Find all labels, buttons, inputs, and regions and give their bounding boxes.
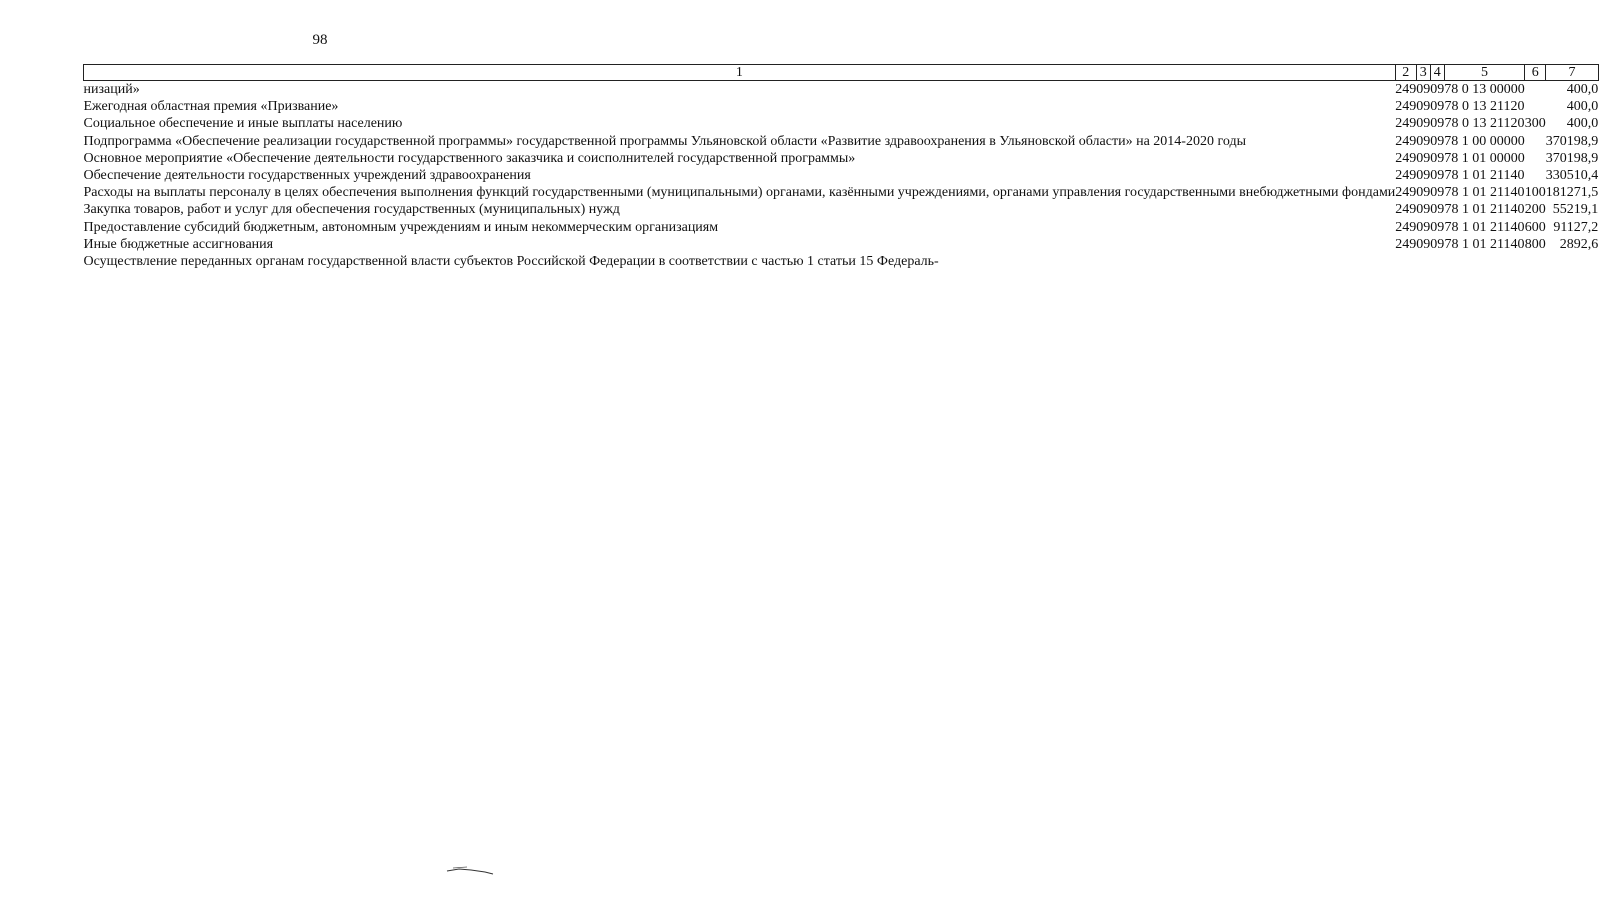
target-article-code: 78 0 13 21120 [1444,99,1525,115]
section-code: 09 [1416,82,1431,97]
target-article-code: 78 1 01 21140 [1444,185,1525,201]
row-description: Основное мероприятие «Обеспечение деятельности государственного заказчика и соисполнителей государственной программы» [83,150,856,166]
section-code: 09 [1416,133,1431,149]
row-description: Расходы на выплаты персоналу в целях обеспечения выполнения функций государственными (муниципальными) органами, казёнными учреждениями, органами управления государственными внебюджетными фондами [83,185,1396,201]
table-row [84,253,1599,270]
target-article-code: 78 1 01 21140 [1444,202,1525,218]
expense-type-code [1525,253,1546,270]
subsection-code: 09 [1430,236,1445,252]
ministry-code: 249 [1395,99,1417,115]
target-article-code: 78 1 01 21140 [1444,236,1525,252]
expense-type-code [1525,98,1546,115]
amount: 400,0 [1566,82,1599,97]
ministry-code: 249 [1395,168,1417,184]
subsection-code: 09 [1430,82,1445,97]
table-row [84,219,1599,236]
table-row [84,81,1599,99]
column-header: 2 [1395,65,1416,81]
column-header: 3 [1416,65,1430,81]
column-header: 7 [1546,65,1599,81]
section-code: 09 [1416,236,1431,252]
amount: 330510,4 [1545,168,1599,184]
expense-type-code: 300 [1524,116,1546,132]
target-article-code [1444,253,1525,270]
section-code: 09 [1416,168,1431,184]
amount [1546,253,1599,270]
subsection-code [1430,253,1444,270]
expense-type-code: 100 [1524,185,1546,201]
row-description: Закупка товаров, работ и услуг для обеспечения государственных (муниципальных) нужд [83,202,620,218]
ministry-code: 249 [1395,219,1417,235]
column-header: 6 [1525,65,1546,81]
column-header: 1 [84,65,1396,81]
table-row [84,98,1599,115]
table-row [84,150,1599,167]
table-row [84,133,1599,150]
subsection-code: 09 [1430,202,1445,218]
expense-type-code [1525,81,1546,99]
ministry-code: 249 [1395,185,1417,201]
table-row [84,167,1599,184]
ministry-code: 249 [1395,202,1417,218]
target-article-code: 78 1 01 00000 [1444,150,1525,166]
ministry-code: 249 [1395,236,1417,252]
subsection-code: 09 [1430,168,1445,184]
target-article-code: 78 0 13 21120 [1444,116,1525,132]
section-code: 09 [1416,99,1431,115]
expense-type-code [1525,133,1546,150]
table-body [84,81,1599,271]
subsection-code: 09 [1430,99,1445,115]
target-article-code: 78 1 00 00000 [1444,133,1525,149]
ministry-code: 249 [1395,133,1417,149]
section-code: 09 [1416,116,1431,132]
budget-table [83,64,1599,270]
expense-type-code [1525,167,1546,184]
signature-mark [445,862,495,876]
row-description: Иные бюджетные ассигнования [83,236,274,252]
row-description: Предоставление субсидий бюджетным, автономным учреждениям и иным некоммерческим организациям [83,219,719,235]
expense-type-code: 600 [1524,219,1546,235]
section-code: 09 [1416,219,1431,235]
amount: 2892,6 [1559,236,1599,252]
row-description: Подпрограмма «Обеспечение реализации государственной программы» государственной программы Ульяновской области «Развитие здравоохранения в Ульяновской области» на 2014-2020 годы [83,133,1246,149]
expense-type-code [1525,150,1546,167]
ministry-code: 249 [1395,116,1417,132]
target-article-code: 78 1 01 21140 [1444,168,1525,184]
row-description: низаций» [83,82,140,97]
amount: 400,0 [1566,116,1599,132]
section-code [1416,253,1430,270]
table-row [84,115,1599,132]
subsection-code: 09 [1430,133,1445,149]
ministry-code: 249 [1395,150,1417,166]
subsection-code: 09 [1430,219,1445,235]
table-row [84,201,1599,218]
ministry-code [1395,253,1416,270]
row-description: Осуществление переданных органам государственной власти субъектов Российской Федерации в соответствии с частью 1 статьи 15 Федераль- [83,254,939,270]
subsection-code: 09 [1430,150,1445,166]
amount: 91127,2 [1553,219,1599,235]
ministry-code: 249 [1395,82,1417,97]
table-row [84,236,1599,253]
page-number: 98 [312,32,328,48]
amount: 181271,5 [1545,185,1599,201]
row-description: Ежегодная областная премия «Призвание» [83,99,339,115]
table-row [84,184,1599,201]
header-row [84,65,1599,81]
subsection-code: 09 [1430,185,1445,201]
row-description: Социальное обеспечение и иные выплаты населению [83,116,403,132]
amount: 55219,1 [1552,202,1599,218]
section-code: 09 [1416,202,1431,218]
section-code: 09 [1416,185,1431,201]
amount: 370198,9 [1545,133,1599,149]
target-article-code: 78 1 01 21140 [1444,219,1525,235]
amount: 370198,9 [1545,150,1599,166]
subsection-code: 09 [1430,116,1445,132]
column-header: 5 [1444,65,1525,81]
amount: 400,0 [1566,99,1599,115]
expense-type-code: 200 [1524,202,1546,218]
row-description: Обеспечение деятельности государственных учреждений здравоохранения [83,168,531,184]
section-code: 09 [1416,150,1431,166]
expense-type-code: 800 [1524,236,1546,252]
column-header: 4 [1430,65,1444,81]
target-article-code: 78 0 13 00000 [1444,82,1525,97]
